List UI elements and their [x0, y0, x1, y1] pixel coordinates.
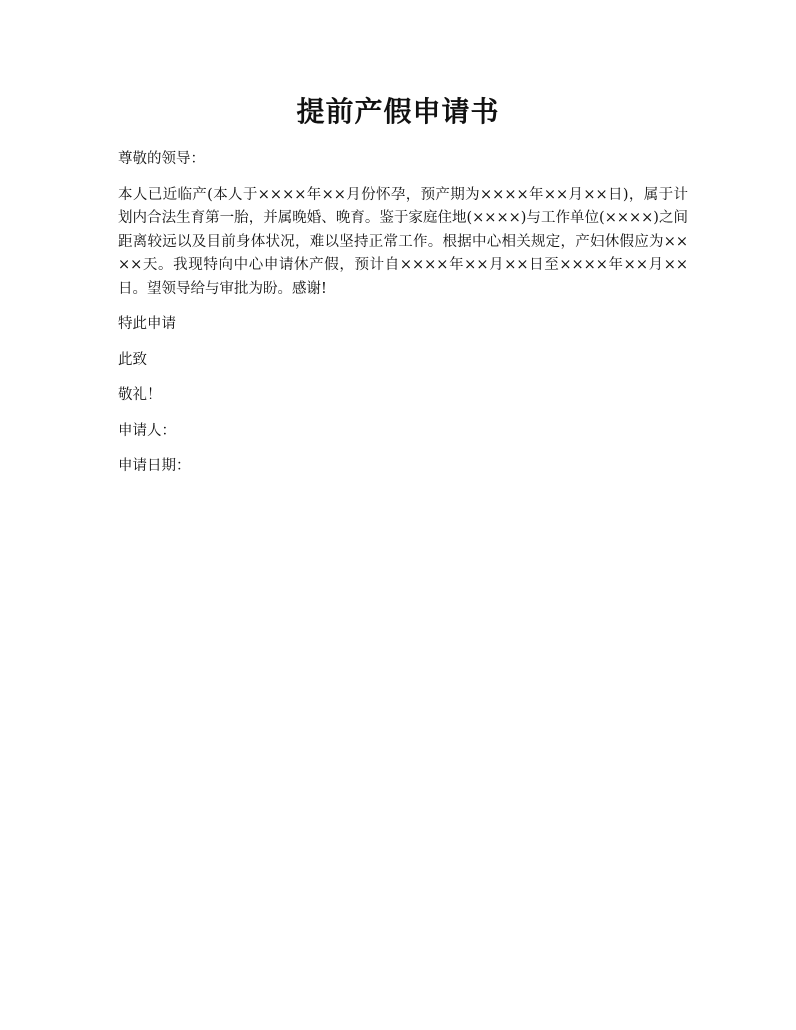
date-label: 申请日期：: [118, 458, 191, 474]
applicant-label: 申请人：: [118, 422, 176, 439]
document-title: 提前产假申请书: [296, 95, 500, 128]
salutation: 尊敬的领导：: [118, 151, 205, 167]
document-body: [118, 148, 688, 491]
closing-request: 特此申请: [118, 316, 176, 332]
closing-regards: 敬礼！: [118, 387, 162, 403]
body-paragraph: 本人已近临产(本人于××××年××月份怀孕，预产期为××××年××月××日)，属于计划内合法生育第一胎，并属晚婚、晚育。鉴于家庭住地(××××)与工作单位(××××)之间距离较远以及目前身体状况，难以坚持正常工作。根据中心相关规定，产妇休假应为××××天。我现特向中心申请休产假，预计自××××年××月××日至××××年××月××日。望领导给与审批为盼。感谢!: [118, 186, 688, 297]
closing-to: 此致: [118, 351, 147, 368]
